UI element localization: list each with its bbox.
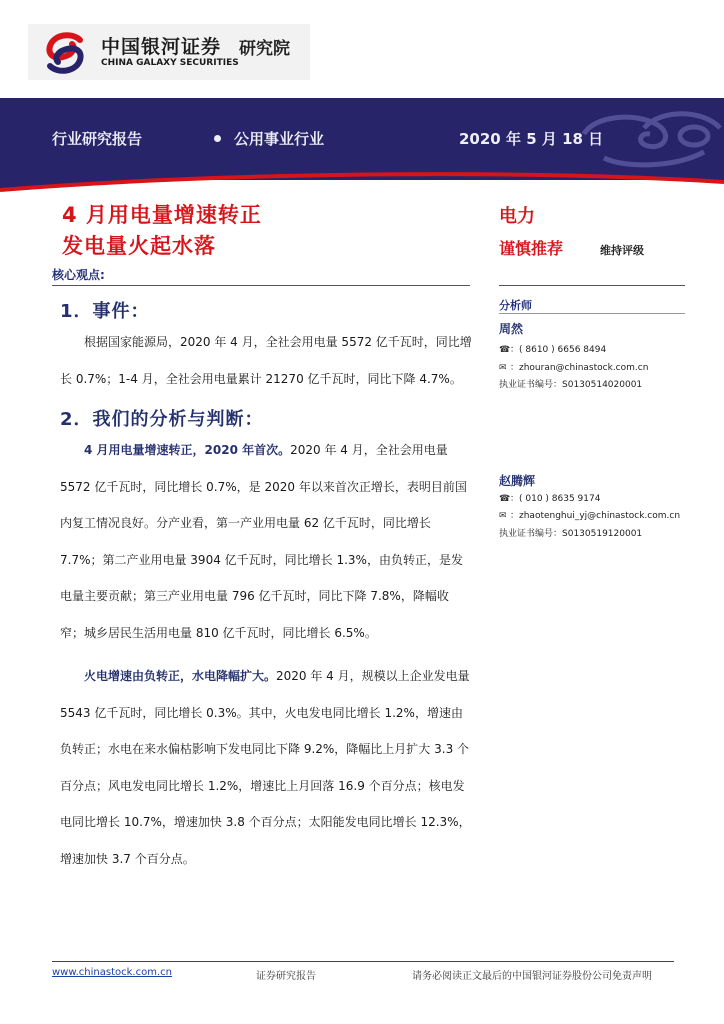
logo-institute: 研究院 — [239, 39, 290, 59]
logo-company-name-en: CHINA GALAXY SECURITIES — [101, 58, 239, 68]
paragraph-lead: 火电增速由负转正，水电降幅扩大。 — [84, 669, 277, 683]
company-logo — [28, 24, 310, 80]
logo-company-name: 中国银河证券 — [101, 36, 222, 58]
section2-heading: 2．我们的分析与判断： — [60, 409, 264, 430]
sidebar-industry: 电力 — [499, 206, 535, 227]
email-icon: ✉ — [499, 511, 507, 521]
report-title-line1: 4 月用电量增速转正 — [62, 203, 262, 227]
footer-divider — [52, 961, 674, 962]
paragraph-text: 2020 年 4 月，全社会用电量 5572 亿千瓦时，同比增长 0.7%，是 2020 年以来首次正增长，表明目前国内复工情况良好。分产业看，第一产业用电量 62 亿千瓦时，同比增长 7.7%；第二产业用电量 3904 亿千瓦时，同比增长 1.3%，由负转正，是发电量主要贡献；第三产业用电量 796 亿千瓦时，同比下降 7.8%，降幅收窄；城乡居民生活用电量 810 亿千瓦时，同比增长 6.5%。 — [60, 443, 467, 640]
email-icon: ✉ — [499, 363, 507, 373]
divider — [499, 313, 685, 314]
footer-disclaimer: 请务必阅读正文最后的中国银河证券股份公司免责声明 — [412, 971, 652, 982]
phone-icon: ☎ — [499, 345, 511, 355]
paragraph-lead: 4 月用电量增速转正，2020 年首次。 — [84, 443, 291, 457]
footer-doc-type: 证券研究报告 — [256, 971, 316, 982]
section2-paragraph-2 — [60, 658, 472, 878]
sidebar-rating-note: 维持评级 — [600, 244, 644, 257]
sidebar-rating: 谨慎推荐 — [499, 239, 564, 258]
industry-label: 公用事业行业 — [234, 130, 325, 148]
section1-heading: 1．事件： — [60, 301, 150, 322]
divider — [499, 285, 685, 286]
analyst-phone: ☎：( 010 ) 8635 9174 — [499, 494, 601, 504]
paragraph-text: 2020 年 4 月，规模以上企业发电量 5543 亿千瓦时，同比增长 0.3%。其中，火电发电同比增长 1.2%，增速由负转正；水电在来水偏枯影响下发电同比下降 9.2%，降幅比上月扩大 3.3 个百分点；风电发电同比增长 1.2%，增速比上月回落 16.9 个百分点；核电发电同比增长 10.7%，增速加快 3.8 个百分点；太阳能发电同比增长 12.3%，增速加快 3.7 个百分点。 — [60, 669, 471, 866]
analyst-cert: 执业证书编号：S0130514020001 — [499, 380, 643, 390]
analyst-email[interactable]: ✉ ：zhaotenghui_yj@chinastock.com.cn — [499, 511, 681, 521]
galaxy-logo-icon — [42, 30, 88, 76]
report-date: 2020 年 5 月 18 日 — [459, 130, 604, 148]
analyst-name: 周然 — [499, 322, 524, 336]
analyst-cert: 执业证书编号：S0130519120001 — [499, 529, 643, 539]
analyst-email[interactable]: ✉ ：zhouran@chinastock.com.cn — [499, 363, 649, 373]
analyst-heading: 分析师 — [499, 299, 532, 312]
report-title-line2: 发电量火起水落 — [62, 234, 216, 258]
header-red-curve — [0, 168, 724, 198]
analyst-name: 赵腾辉 — [499, 474, 536, 488]
core-view-label: 核心观点: — [52, 268, 105, 282]
analyst-phone: ☎：( 8610 ) 6656 8494 — [499, 345, 607, 355]
footer-website-link[interactable]: www.chinastock.com.cn — [52, 967, 172, 978]
section1-paragraph: 根据国家能源局，2020 年 4 月，全社会用电量 5572 亿千瓦时，同比增长 0.7%；1-4 月，全社会用电量累计 21270 亿千瓦时，同比下降 4.7%。 — [60, 335, 472, 386]
divider — [52, 285, 470, 286]
section2-paragraph-1 — [60, 432, 472, 652]
report-type: 行业研究报告 — [52, 130, 143, 148]
bullet-icon — [214, 135, 221, 142]
phone-icon: ☎ — [499, 494, 511, 504]
